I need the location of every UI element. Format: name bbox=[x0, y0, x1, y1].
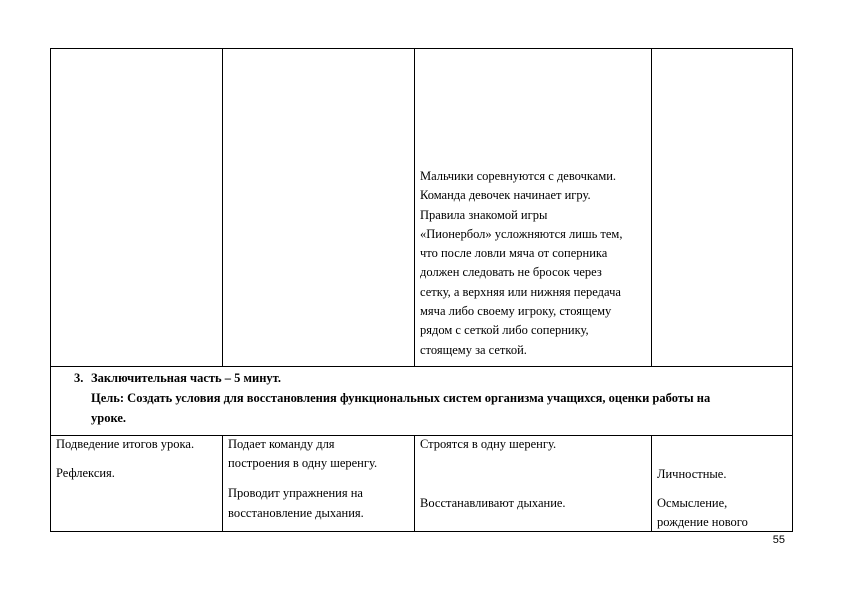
lower-col2-line-4: восстановление дыхания. bbox=[228, 506, 364, 520]
table-bottom-border bbox=[50, 531, 793, 532]
lower-col4-line-2: Осмысление, bbox=[657, 496, 728, 510]
lower-col4-line-1: Личностные. bbox=[657, 467, 727, 481]
upper-col3-line: стоящему за сеткой. bbox=[420, 342, 527, 357]
page-number: 55 bbox=[772, 534, 785, 546]
lower-col1-line-1: Подведение итогов урока. bbox=[56, 437, 195, 451]
col-divider-2-upper bbox=[414, 48, 415, 366]
upper-col3-line: Мальчики соревнуются с девочками. bbox=[420, 169, 617, 183]
table-right-border bbox=[792, 48, 793, 532]
upper-col3-line: Правила знакомой игры bbox=[420, 207, 548, 222]
lower-col3-line-1: Строятся в одну шеренгу. bbox=[420, 437, 557, 451]
table-top-border bbox=[50, 48, 793, 49]
lower-col3-line-2: Восстанавливают дыхание. bbox=[420, 496, 566, 510]
upper-col3-line: сетку, а верхняя или нижняя передача bbox=[420, 284, 621, 299]
section-bottom-border bbox=[50, 435, 793, 436]
upper-col3-line: мяча либо своему игроку, стоящему bbox=[420, 304, 612, 319]
lower-col2-line-3: Проводит упражнения на bbox=[228, 486, 363, 500]
col-divider-1-lower bbox=[222, 435, 223, 532]
upper-col3-text bbox=[420, 167, 622, 360]
upper-col3-line: Команда девочек начинает игру. bbox=[420, 188, 591, 203]
upper-col3-line: должен следовать не бросок через bbox=[420, 265, 602, 280]
lower-col1-line-2: Рефлексия. bbox=[56, 466, 115, 480]
upper-col3-line: рядом с сеткой либо сопернику, bbox=[420, 323, 589, 338]
section-top-border bbox=[50, 366, 793, 367]
section-number: 3. bbox=[74, 371, 84, 385]
col-divider-3-lower bbox=[651, 435, 652, 532]
upper-col3-line: что после ловли мяча от соперника bbox=[420, 246, 608, 261]
col-divider-1-upper bbox=[222, 48, 223, 366]
col-divider-3-upper bbox=[651, 48, 652, 366]
section-goal-line-1: Цель: Создать условия для восстановления функциональных систем организма учащихся, оценки работы на bbox=[91, 391, 711, 405]
section-title: Заключительная часть – 5 минут. bbox=[91, 371, 282, 385]
lower-col4-line-3: рождение нового bbox=[657, 515, 748, 529]
lower-col2-line-1: Подает команду для bbox=[228, 437, 335, 451]
upper-col3-line: «Пионербол» усложняются лишь тем, bbox=[420, 226, 623, 241]
section-goal-line-2: уроке. bbox=[91, 411, 127, 425]
lower-col2-line-2: построения в одну шеренгу. bbox=[228, 456, 378, 470]
col-divider-2-lower bbox=[414, 435, 415, 532]
table-left-border bbox=[50, 48, 51, 532]
